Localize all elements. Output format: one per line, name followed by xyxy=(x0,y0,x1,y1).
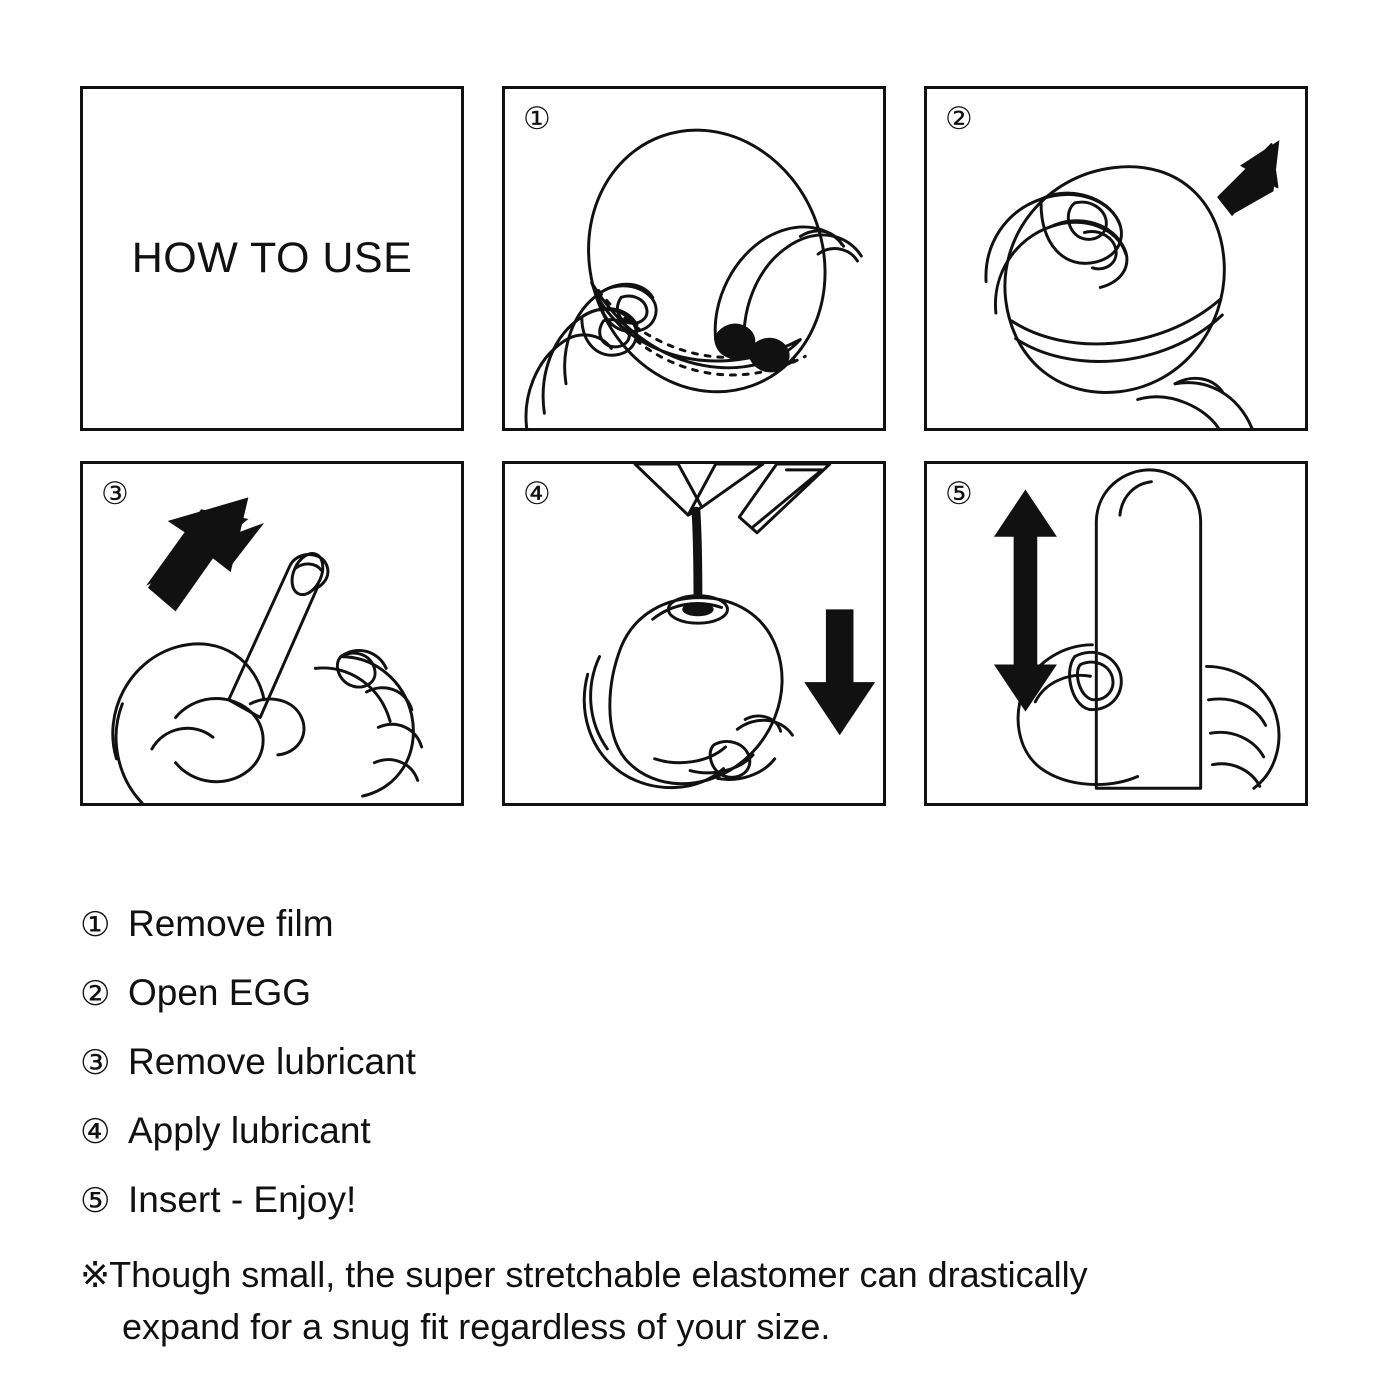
caption-number: ⑤ xyxy=(80,1182,111,1220)
illustration-apply-lubricant xyxy=(505,464,883,803)
panel-step-number-2: ② xyxy=(945,101,973,136)
panel-step-number-3: ③ xyxy=(101,476,129,511)
caption-label: Remove lubricant xyxy=(128,1041,416,1082)
caption-label: Remove film xyxy=(128,903,334,944)
illustration-remove-film xyxy=(505,89,883,428)
panel-step-number-1: ① xyxy=(523,101,551,136)
panel-step-number-5: ⑤ xyxy=(945,476,973,511)
title-panel xyxy=(80,86,464,431)
panel-remove-film xyxy=(502,86,886,431)
illustration-remove-lubricant xyxy=(83,464,461,803)
panel-insert-enjoy xyxy=(924,461,1308,806)
panel-remove-lubricant xyxy=(80,461,464,806)
footnote-line-1: Though small, the super stretchable elastomer can drastically xyxy=(109,1254,1088,1295)
caption-number: ① xyxy=(80,906,111,944)
list-item xyxy=(80,1097,1320,1166)
list-item xyxy=(80,1166,1320,1235)
caption-number: ③ xyxy=(80,1044,111,1082)
illustration-insert-enjoy xyxy=(927,464,1305,803)
caption-label: Open EGG xyxy=(128,972,312,1013)
footnote xyxy=(80,1249,1320,1353)
footnote-line-2: expand for a snug fit regardless of your size. xyxy=(122,1306,831,1347)
page-title: HOW TO USE xyxy=(131,234,413,282)
caption-number: ④ xyxy=(80,1113,111,1151)
list-item xyxy=(80,1028,1320,1097)
caption-label: Insert - Enjoy! xyxy=(128,1179,357,1220)
caption-number: ② xyxy=(80,975,111,1013)
footnote-mark: ※ xyxy=(80,1254,110,1295)
panel-grid xyxy=(80,86,1308,806)
list-item xyxy=(80,959,1320,1028)
list-item xyxy=(80,890,1320,959)
panel-open-egg xyxy=(924,86,1308,431)
illustration-open-egg xyxy=(927,89,1305,428)
caption-label: Apply lubricant xyxy=(128,1110,371,1151)
panel-step-number-4: ④ xyxy=(523,476,551,511)
panel-apply-lubricant xyxy=(502,461,886,806)
step-caption-list xyxy=(80,890,1320,1353)
